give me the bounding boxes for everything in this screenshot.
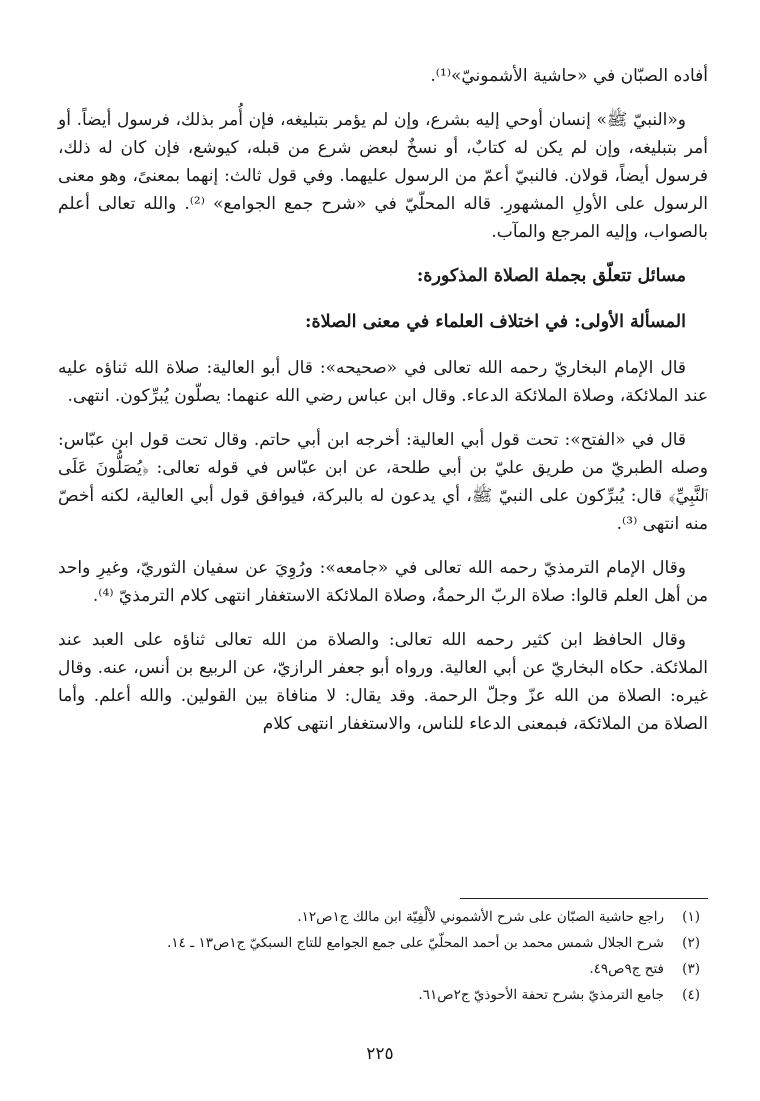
paragraph-bukhari: قال الإمام البخاريّ رحمه الله تعالى في «صحيحه»: قال أبو العالية: صلاة الله ثناؤه عليه عند الملائكة، وصلاة الملائكة الدعاء. وقال ابن عباس رضي الله عنهما: يصلّون يُبرِّكون. انتهى. (58, 358, 708, 406)
paragraph-prophet-definition: و«النبيّ ﷺ» إنسان أوحي إليه بشرع، وإن لم يؤمر بتبليغه، فإن أُمر بذلك، فرسول أيضاً. أو أمر بتبليغه، وإن لم يكن له كتابٌ، أو نسخٌ لبعض شرع من قبله، كيوشع، فإن كان له ذلك، فرسول أيضاً، قولان. فالنبيّ أعمّ من الرسول عليهما. وفي قول ثالث: إنهما بمعنىً، وهو معنى الرسول على الأولِ المشهورِ. قاله المحلّيّ في «شرح جمع الجوامع» ⁽²⁾. والله تعالى أعلم بالصواب، وإليه المرجع والمآب. (58, 110, 708, 242)
footnote-item (58, 956, 708, 982)
issue-heading: المسألة الأولى: في اختلاف العلماء في معنى الصلاة: (305, 312, 686, 332)
page-number: ٢٢٥ (366, 1044, 394, 1064)
footnote-item (58, 930, 708, 956)
page-body (58, 62, 708, 738)
paragraph-fath: قال في «الفتح»: تحت قول أبي العالية: أخرجه ابن أبي حاتم. وقال تحت قول ابن عبّاس: وصله الطبريّ من طريق عليّ بن أبي طلحة، عن ابن عبّاس في قوله تعالى: ﴿يُصَلُّونَ عَلَى ٱلنَّبِيِّ﴾ قال: يُبرِّكون على النبيّ ﷺ، أي يدعون له بالبركة، فيوافق قول أبي العالية، لكنه أخصّ منه انتهى ⁽³⁾. (58, 430, 708, 534)
footnotes (58, 904, 708, 1008)
footnote-number: (٢) (682, 935, 700, 951)
footnote-item (58, 904, 708, 930)
footnote-item (58, 982, 708, 1008)
section-heading: مسائل تتعلّق بجملة الصلاة المذكورة: (416, 266, 686, 286)
footnote-number: (٤) (682, 987, 700, 1003)
footnote-number: (٣) (682, 961, 700, 977)
footnote-text: فتح ج٩ص٤٩. (589, 961, 664, 977)
paragraph-ibn-kathir: وقال الحافظ ابن كثير رحمه الله تعالى: والصلاة من الله تعالى ثناؤه على العبد عند الملائكة. حكاه البخاريّ عن أبي العالية. ورواه أبو جعفر الرازيّ، عن الربيع بن أنس، عنه. وقال غيره: الصلاة من الله عزّ وجلّ الرحمة. وقد يقال: لا منافاة بين القولين. والله أعلم. وأما الصلاة من الملائكة، فبمعنى الدعاء للناس، والاستغفار انتهى كلام (58, 630, 708, 734)
footnote-text: راجع حاشية الصبّان على شرح الأشموني لألْفِيّة ابن مالك ج١ص١٢. (297, 909, 664, 925)
intro-line: أفاده الصبّان في «حاشية الأشمونيّ»⁽¹⁾. (430, 66, 708, 86)
paragraph-tirmidhi: وقال الإمام الترمذيّ رحمه الله تعالى في «جامعه»: ورُوِيَ عن سفيان الثوريّ، وغيرِ واحد من أهل العلم قالوا: صلاة الربّ الرحمةُ، وصلاة الملائكة الاستغفار انتهى كلام الترمذيّ ⁽⁴⁾. (58, 558, 708, 606)
footnote-divider (460, 898, 708, 899)
footnote-text: شرح الجلال شمس محمد بن أحمد المحلّيّ على جمع الجوامع للتاج السبكيّ ج١ص١٣ ـ ١٤. (167, 935, 664, 951)
footnote-number: (١) (682, 909, 700, 925)
footnote-text: جامع الترمذيّ بشرح تحفة الأحوذيّ ج٢ص٦١. (418, 987, 664, 1003)
